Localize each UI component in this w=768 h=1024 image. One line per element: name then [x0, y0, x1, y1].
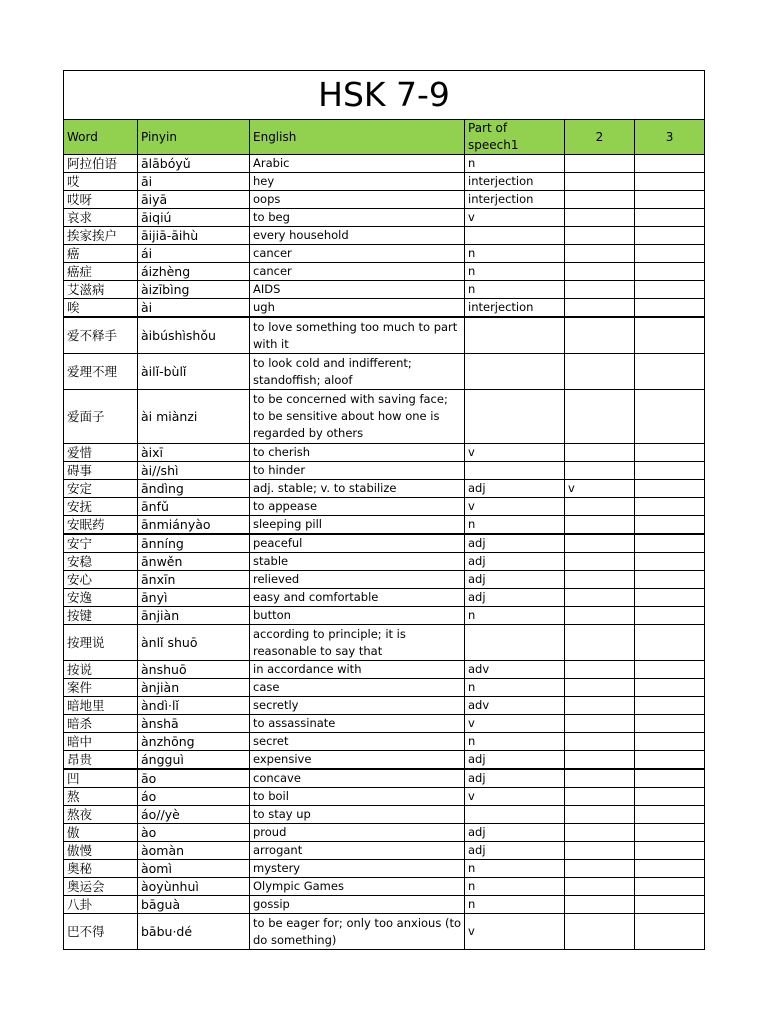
word-cell: 爱惜: [64, 444, 138, 462]
word-cell: 暗中: [64, 733, 138, 751]
part-of-speech-3-cell: [635, 697, 705, 715]
word-cell: 癌症: [64, 263, 138, 281]
part-of-speech-3-cell: [635, 281, 705, 299]
word-cell: 安眠药: [64, 516, 138, 535]
word-cell: 凹: [64, 769, 138, 788]
pinyin-cell: ānwěn: [138, 553, 250, 571]
word-cell: 挨家挨户: [64, 227, 138, 245]
english-cell: concave: [250, 769, 465, 788]
table-row: [64, 806, 705, 824]
part-of-speech-1-cell: [465, 354, 565, 390]
part-of-speech-3-cell: [635, 462, 705, 480]
part-of-speech-2-cell: [565, 354, 635, 390]
pinyin-cell: àilǐ-bùlǐ: [138, 354, 250, 390]
part-of-speech-2-cell: [565, 914, 635, 950]
part-of-speech-2-cell: [565, 444, 635, 462]
part-of-speech-1-cell: n: [465, 263, 565, 281]
word-cell: 熬: [64, 788, 138, 806]
table-row: [64, 263, 705, 281]
part-of-speech-2-cell: [565, 553, 635, 571]
vocabulary-table: [63, 70, 705, 950]
part-of-speech-2-cell: [565, 625, 635, 661]
part-of-speech-2-cell: [565, 534, 635, 553]
english-cell: stable: [250, 553, 465, 571]
english-cell: ugh: [250, 299, 465, 318]
part-of-speech-1-cell: [465, 625, 565, 661]
part-of-speech-1-cell: n: [465, 245, 565, 263]
part-of-speech-2-cell: [565, 299, 635, 318]
part-of-speech-3-cell: [635, 878, 705, 896]
part-of-speech-1-cell: v: [465, 498, 565, 516]
pinyin-cell: āi: [138, 173, 250, 191]
pinyin-cell: āo: [138, 769, 250, 788]
table-row: [64, 751, 705, 770]
word-cell: 哎: [64, 173, 138, 191]
table-row: [64, 281, 705, 299]
part-of-speech-3-cell: [635, 842, 705, 860]
part-of-speech-2-cell: [565, 661, 635, 679]
table-row: [64, 299, 705, 318]
word-cell: 巴不得: [64, 914, 138, 950]
part-of-speech-2-cell: [565, 227, 635, 245]
table-row: [64, 480, 705, 498]
english-cell: in accordance with: [250, 661, 465, 679]
part-of-speech-1-cell: adj: [465, 824, 565, 842]
word-cell: 安宁: [64, 534, 138, 553]
english-cell: sleeping pill: [250, 516, 465, 535]
pinyin-cell: ānfǔ: [138, 498, 250, 516]
part-of-speech-2-cell: [565, 607, 635, 625]
english-cell: easy and comfortable: [250, 589, 465, 607]
word-cell: 癌: [64, 245, 138, 263]
pinyin-cell: āiyā: [138, 191, 250, 209]
english-cell: secret: [250, 733, 465, 751]
part-of-speech-2-cell: [565, 679, 635, 697]
part-of-speech-3-cell: [635, 534, 705, 553]
pinyin-cell: ànlǐ shuō: [138, 625, 250, 661]
table-row: [64, 191, 705, 209]
english-cell: every household: [250, 227, 465, 245]
pinyin-cell: bāguà: [138, 896, 250, 914]
english-cell: to look cold and indifferent; standoffish; aloof: [250, 354, 465, 390]
table-row: [64, 354, 705, 390]
word-cell: 昂贵: [64, 751, 138, 770]
part-of-speech-1-cell: v: [465, 788, 565, 806]
part-of-speech-1-cell: adj: [465, 589, 565, 607]
pinyin-cell: ángguì: [138, 751, 250, 770]
word-cell: 唉: [64, 299, 138, 318]
part-of-speech-2-cell: v: [565, 480, 635, 498]
pinyin-cell: ālābóyǔ: [138, 155, 250, 173]
pinyin-cell: ànzhōng: [138, 733, 250, 751]
part-of-speech-3-cell: [635, 299, 705, 318]
part-of-speech-1-cell: v: [465, 209, 565, 227]
part-of-speech-2-cell: [565, 751, 635, 770]
english-cell: arrogant: [250, 842, 465, 860]
word-cell: 暗地里: [64, 697, 138, 715]
part-of-speech-3-cell: [635, 589, 705, 607]
english-cell: hey: [250, 173, 465, 191]
table-row: [64, 516, 705, 535]
english-cell: Arabic: [250, 155, 465, 173]
part-of-speech-1-cell: adj: [465, 553, 565, 571]
pinyin-cell: áo//yè: [138, 806, 250, 824]
header-row: [64, 120, 705, 155]
pinyin-cell: ào: [138, 824, 250, 842]
part-of-speech-2-cell: [565, 173, 635, 191]
pinyin-cell: āiqiú: [138, 209, 250, 227]
part-of-speech-2-cell: [565, 390, 635, 444]
part-of-speech-2-cell: [565, 733, 635, 751]
part-of-speech-3-cell: [635, 553, 705, 571]
part-of-speech-3-cell: [635, 227, 705, 245]
part-of-speech-1-cell: adv: [465, 661, 565, 679]
english-cell: expensive: [250, 751, 465, 770]
table-row: [64, 661, 705, 679]
part-of-speech-2-cell: [565, 715, 635, 733]
word-cell: 奥运会: [64, 878, 138, 896]
word-cell: 八卦: [64, 896, 138, 914]
part-of-speech-3-cell: [635, 751, 705, 770]
pinyin-cell: bābu·dé: [138, 914, 250, 950]
part-of-speech-3-cell: [635, 155, 705, 173]
part-of-speech-3-cell: [635, 896, 705, 914]
part-of-speech-3-cell: [635, 516, 705, 535]
table-row: [64, 607, 705, 625]
part-of-speech-3-cell: [635, 715, 705, 733]
word-cell: 爱理不理: [64, 354, 138, 390]
word-cell: 傲: [64, 824, 138, 842]
part-of-speech-3-cell: [635, 914, 705, 950]
word-cell: 熬夜: [64, 806, 138, 824]
pinyin-cell: ānmiányào: [138, 516, 250, 535]
word-cell: 安逸: [64, 589, 138, 607]
english-cell: to appease: [250, 498, 465, 516]
table-row: [64, 571, 705, 589]
english-cell: peaceful: [250, 534, 465, 553]
part-of-speech-3-cell: [635, 571, 705, 589]
part-of-speech-1-cell: adj: [465, 480, 565, 498]
part-of-speech-2-cell: [565, 878, 635, 896]
table-row: [64, 896, 705, 914]
part-of-speech-2-cell: [565, 860, 635, 878]
part-of-speech-1-cell: n: [465, 733, 565, 751]
part-of-speech-3-cell: [635, 769, 705, 788]
pinyin-cell: ānyì: [138, 589, 250, 607]
part-of-speech-3-cell: [635, 607, 705, 625]
part-of-speech-2-cell: [565, 824, 635, 842]
table-row: [64, 769, 705, 788]
word-cell: 哎呀: [64, 191, 138, 209]
part-of-speech-2-cell: [565, 769, 635, 788]
part-of-speech-2-cell: [565, 263, 635, 281]
word-cell: 安抚: [64, 498, 138, 516]
part-of-speech-1-cell: [465, 317, 565, 354]
part-of-speech-3-cell: [635, 679, 705, 697]
part-of-speech-1-cell: n: [465, 679, 565, 697]
part-of-speech-3-cell: [635, 209, 705, 227]
word-cell: 按理说: [64, 625, 138, 661]
word-cell: 碍事: [64, 462, 138, 480]
part-of-speech-2-cell: [565, 191, 635, 209]
part-of-speech-2-cell: [565, 516, 635, 535]
part-of-speech-1-cell: adj: [465, 769, 565, 788]
table-row: [64, 534, 705, 553]
part-of-speech-1-cell: n: [465, 516, 565, 535]
pinyin-cell: àndì·lǐ: [138, 697, 250, 715]
english-cell: button: [250, 607, 465, 625]
pinyin-cell: ānjiàn: [138, 607, 250, 625]
table-row: [64, 733, 705, 751]
word-cell: 安稳: [64, 553, 138, 571]
part-of-speech-3-cell: [635, 788, 705, 806]
part-of-speech-1-cell: [465, 462, 565, 480]
part-of-speech-2-cell: [565, 498, 635, 516]
part-of-speech-3-cell: [635, 354, 705, 390]
part-of-speech-1-cell: n: [465, 155, 565, 173]
english-cell: to assassinate: [250, 715, 465, 733]
pinyin-cell: áo: [138, 788, 250, 806]
word-cell: 阿拉伯语: [64, 155, 138, 173]
part-of-speech-1-cell: adj: [465, 842, 565, 860]
english-cell: mystery: [250, 860, 465, 878]
word-cell: 按说: [64, 661, 138, 679]
part-of-speech-1-cell: interjection: [465, 173, 565, 191]
header-part-of-speech-3: 3: [635, 120, 705, 155]
part-of-speech-3-cell: [635, 661, 705, 679]
table-row: [64, 390, 705, 444]
header-part-of-speech-2: 2: [565, 120, 635, 155]
table-row: [64, 697, 705, 715]
part-of-speech-3-cell: [635, 625, 705, 661]
english-cell: adj. stable; v. to stabilize: [250, 480, 465, 498]
pinyin-cell: ànshuō: [138, 661, 250, 679]
sheet-title: HSK 7-9: [64, 71, 705, 120]
part-of-speech-1-cell: [465, 390, 565, 444]
word-cell: 爱面子: [64, 390, 138, 444]
english-cell: proud: [250, 824, 465, 842]
table-row: [64, 227, 705, 245]
table-row: [64, 498, 705, 516]
part-of-speech-2-cell: [565, 462, 635, 480]
part-of-speech-1-cell: interjection: [465, 299, 565, 318]
part-of-speech-3-cell: [635, 245, 705, 263]
word-cell: 按键: [64, 607, 138, 625]
part-of-speech-1-cell: adj: [465, 751, 565, 770]
english-cell: to love something too much to part with it: [250, 317, 465, 354]
part-of-speech-2-cell: [565, 896, 635, 914]
pinyin-cell: ài: [138, 299, 250, 318]
pinyin-cell: ài//shì: [138, 462, 250, 480]
english-cell: relieved: [250, 571, 465, 589]
part-of-speech-2-cell: [565, 806, 635, 824]
part-of-speech-3-cell: [635, 390, 705, 444]
pinyin-cell: àomì: [138, 860, 250, 878]
pinyin-cell: ài miànzi: [138, 390, 250, 444]
english-cell: to hinder: [250, 462, 465, 480]
part-of-speech-3-cell: [635, 860, 705, 878]
table-row: [64, 679, 705, 697]
table-row: [64, 625, 705, 661]
pinyin-cell: àizībìng: [138, 281, 250, 299]
part-of-speech-2-cell: [565, 155, 635, 173]
part-of-speech-1-cell: n: [465, 896, 565, 914]
table-row: [64, 842, 705, 860]
word-cell: 哀求: [64, 209, 138, 227]
part-of-speech-2-cell: [565, 317, 635, 354]
word-cell: 安定: [64, 480, 138, 498]
english-cell: oops: [250, 191, 465, 209]
part-of-speech-1-cell: adj: [465, 534, 565, 553]
english-cell: to beg: [250, 209, 465, 227]
part-of-speech-3-cell: [635, 444, 705, 462]
part-of-speech-2-cell: [565, 571, 635, 589]
pinyin-cell: ānníng: [138, 534, 250, 553]
english-cell: AIDS: [250, 281, 465, 299]
part-of-speech-2-cell: [565, 842, 635, 860]
table-row: [64, 155, 705, 173]
english-cell: to boil: [250, 788, 465, 806]
part-of-speech-1-cell: v: [465, 715, 565, 733]
english-cell: to stay up: [250, 806, 465, 824]
part-of-speech-3-cell: [635, 480, 705, 498]
part-of-speech-1-cell: n: [465, 860, 565, 878]
table-row: [64, 914, 705, 950]
pinyin-cell: ànshā: [138, 715, 250, 733]
part-of-speech-1-cell: n: [465, 607, 565, 625]
english-cell: to cherish: [250, 444, 465, 462]
table-row: [64, 317, 705, 354]
part-of-speech-2-cell: [565, 788, 635, 806]
part-of-speech-3-cell: [635, 806, 705, 824]
part-of-speech-2-cell: [565, 245, 635, 263]
vocabulary-sheet: [63, 70, 704, 950]
header-part-of-speech-1: Part of speech1: [465, 120, 565, 155]
part-of-speech-3-cell: [635, 733, 705, 751]
pinyin-cell: àomàn: [138, 842, 250, 860]
part-of-speech-3-cell: [635, 317, 705, 354]
part-of-speech-3-cell: [635, 824, 705, 842]
pinyin-cell: àibúshìshǒu: [138, 317, 250, 354]
table-row: [64, 824, 705, 842]
part-of-speech-1-cell: interjection: [465, 191, 565, 209]
word-cell: 奥秘: [64, 860, 138, 878]
part-of-speech-1-cell: [465, 227, 565, 245]
pinyin-cell: àixī: [138, 444, 250, 462]
part-of-speech-2-cell: [565, 697, 635, 715]
word-cell: 安心: [64, 571, 138, 589]
part-of-speech-1-cell: n: [465, 281, 565, 299]
word-cell: 艾滋病: [64, 281, 138, 299]
part-of-speech-1-cell: v: [465, 914, 565, 950]
pinyin-cell: ānxīn: [138, 571, 250, 589]
part-of-speech-1-cell: adv: [465, 697, 565, 715]
part-of-speech-2-cell: [565, 209, 635, 227]
header-pinyin: Pinyin: [138, 120, 250, 155]
table-row: [64, 462, 705, 480]
table-row: [64, 860, 705, 878]
english-cell: secretly: [250, 697, 465, 715]
english-cell: cancer: [250, 263, 465, 281]
pinyin-cell: ànjiàn: [138, 679, 250, 697]
table-row: [64, 589, 705, 607]
word-cell: 傲慢: [64, 842, 138, 860]
table-row: [64, 245, 705, 263]
table-row: [64, 209, 705, 227]
table-row: [64, 788, 705, 806]
english-cell: cancer: [250, 245, 465, 263]
header-word: Word: [64, 120, 138, 155]
english-cell: Olympic Games: [250, 878, 465, 896]
english-cell: to be eager for; only too anxious (to do something): [250, 914, 465, 950]
part-of-speech-1-cell: n: [465, 878, 565, 896]
english-cell: to be concerned with saving face; to be sensitive about how one is regarded by others: [250, 390, 465, 444]
part-of-speech-1-cell: [465, 806, 565, 824]
part-of-speech-3-cell: [635, 173, 705, 191]
pinyin-cell: āndìng: [138, 480, 250, 498]
part-of-speech-1-cell: adj: [465, 571, 565, 589]
table-row: [64, 444, 705, 462]
part-of-speech-3-cell: [635, 191, 705, 209]
pinyin-cell: āijiā-āihù: [138, 227, 250, 245]
part-of-speech-3-cell: [635, 263, 705, 281]
part-of-speech-2-cell: [565, 589, 635, 607]
english-cell: according to principle; it is reasonable to say that: [250, 625, 465, 661]
english-cell: case: [250, 679, 465, 697]
header-english: English: [250, 120, 465, 155]
pinyin-cell: àoyùnhuì: [138, 878, 250, 896]
word-cell: 案件: [64, 679, 138, 697]
part-of-speech-2-cell: [565, 281, 635, 299]
word-cell: 爱不释手: [64, 317, 138, 354]
table-row: [64, 878, 705, 896]
part-of-speech-3-cell: [635, 498, 705, 516]
pinyin-cell: áizhèng: [138, 263, 250, 281]
table-row: [64, 715, 705, 733]
table-row: [64, 173, 705, 191]
pinyin-cell: ái: [138, 245, 250, 263]
part-of-speech-1-cell: v: [465, 444, 565, 462]
word-cell: 暗杀: [64, 715, 138, 733]
table-row: [64, 553, 705, 571]
english-cell: gossip: [250, 896, 465, 914]
